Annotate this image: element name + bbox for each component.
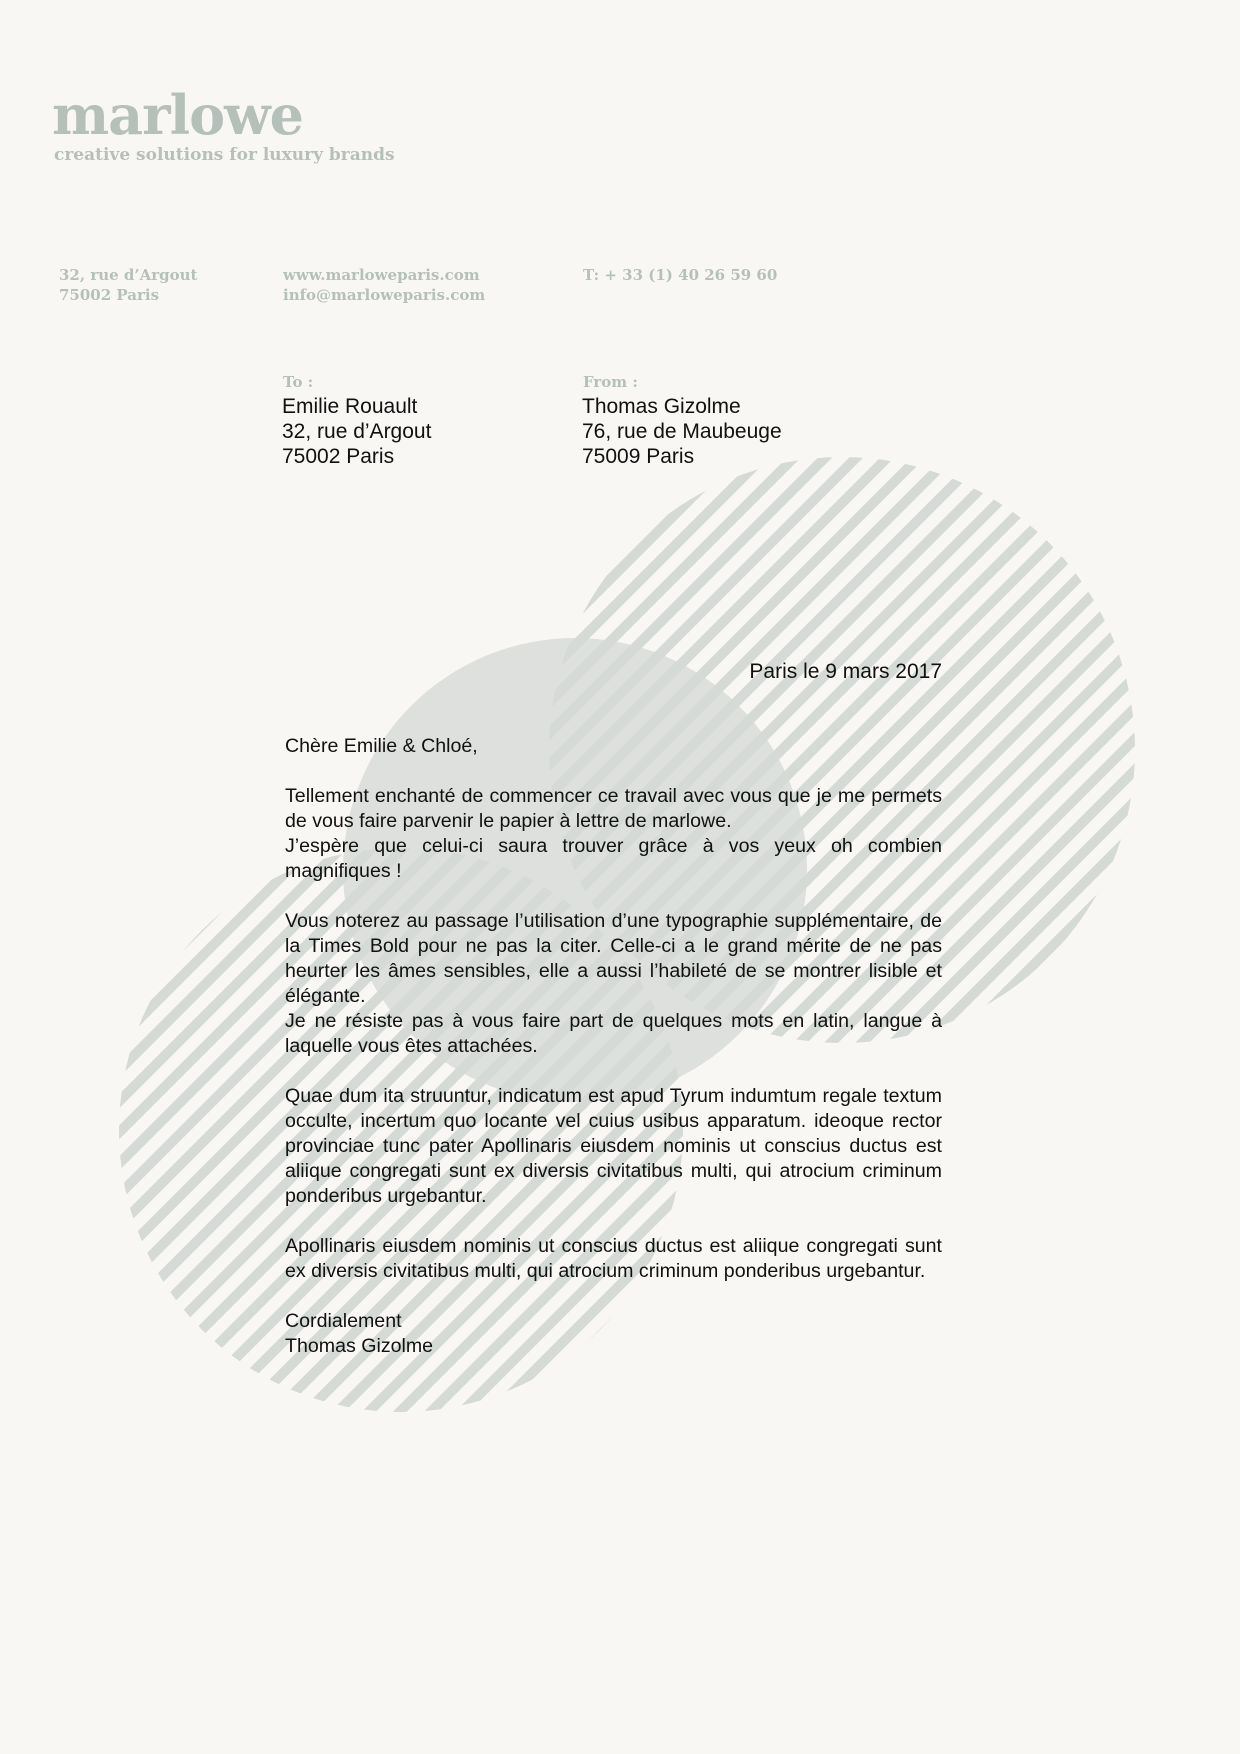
sender-name: Thomas Gizolme bbox=[582, 395, 741, 418]
letter-closing: Cordialement bbox=[285, 1310, 402, 1332]
recipient-city: 75002 Paris bbox=[282, 445, 395, 468]
letter-paragraph-1 bbox=[285, 784, 942, 884]
recipient-street: 32, rue d’Argout bbox=[282, 420, 432, 443]
letter-paragraph-2 bbox=[285, 909, 942, 1059]
company-address bbox=[59, 265, 197, 305]
company-email[interactable]: info@marloweparis.com bbox=[283, 286, 486, 304]
company-address-line2: 75002 Paris bbox=[59, 286, 160, 304]
letter-paragraph-1-a: Tellement enchanté de commencer ce travail avec vous que je me permets de vous faire parvenir le papier à lettre de marlowe. bbox=[285, 785, 942, 832]
letter-paragraph-3: Quae dum ita struuntur, indicatum est apud Tyrum indumtum regale textum occulte, incertum quo locante vel cuius usibus apparatum. ideoque rector provinciae tunc pater Apollinaris eiusdem nominis ut conscius ductus est aliique congregati sunt ex diversis civitatibus multi, qui atrocium criminum ponderibus urgebantur. bbox=[285, 1085, 942, 1207]
letter-paragraph-2-a: Vous noterez au passage l’utilisation d’une typographie supplémentaire, de la Times Bold pour ne pas la citer. Celle-ci a le grand mérite de ne pas heurter les âmes sensibles, elle a aussi l’habileté de se montrer lisible et élégante. bbox=[285, 910, 942, 1007]
sender-label: From : bbox=[583, 373, 638, 391]
company-phone-block bbox=[583, 265, 777, 285]
sender-address bbox=[582, 394, 782, 469]
recipient-name: Emilie Rouault bbox=[282, 395, 418, 418]
company-address-line1: 32, rue d’Argout bbox=[59, 266, 198, 284]
letter-date: Paris le 9 mars 2017 bbox=[749, 660, 942, 683]
letter-greeting: Chère Emilie & Chloé, bbox=[285, 735, 478, 757]
sender-city: 75009 Paris bbox=[582, 445, 695, 468]
recipient-address bbox=[282, 394, 431, 469]
letter-signoff bbox=[285, 1309, 942, 1359]
company-web bbox=[283, 265, 485, 305]
brand-logo: marlowe bbox=[52, 83, 303, 147]
letter-body bbox=[285, 734, 942, 1359]
sender-street: 76, rue de Maubeuge bbox=[582, 420, 782, 443]
recipient-label: To : bbox=[283, 373, 314, 391]
letter-signature: Thomas Gizolme bbox=[285, 1335, 434, 1357]
company-phone: T: + 33 (1) 40 26 59 60 bbox=[583, 266, 778, 284]
letter-paragraph-4: Apollinaris eiusdem nominis ut conscius ductus est aliique congregati sunt ex diversis civitatibus multi, qui atrocium criminum ponderibus urgebantur. bbox=[285, 1235, 942, 1282]
letter-paragraph-2-b: Je ne résiste pas à vous faire part de quelques mots en latin, langue à laquelle vous êtes attachées. bbox=[285, 1010, 942, 1057]
company-website[interactable]: www.marloweparis.com bbox=[283, 266, 480, 284]
letter-paragraph-1-b: J’espère que celui-ci saura trouver grâce à vos yeux oh combien magnifiques ! bbox=[285, 835, 942, 882]
brand-tagline: creative solutions for luxury brands bbox=[54, 145, 395, 165]
